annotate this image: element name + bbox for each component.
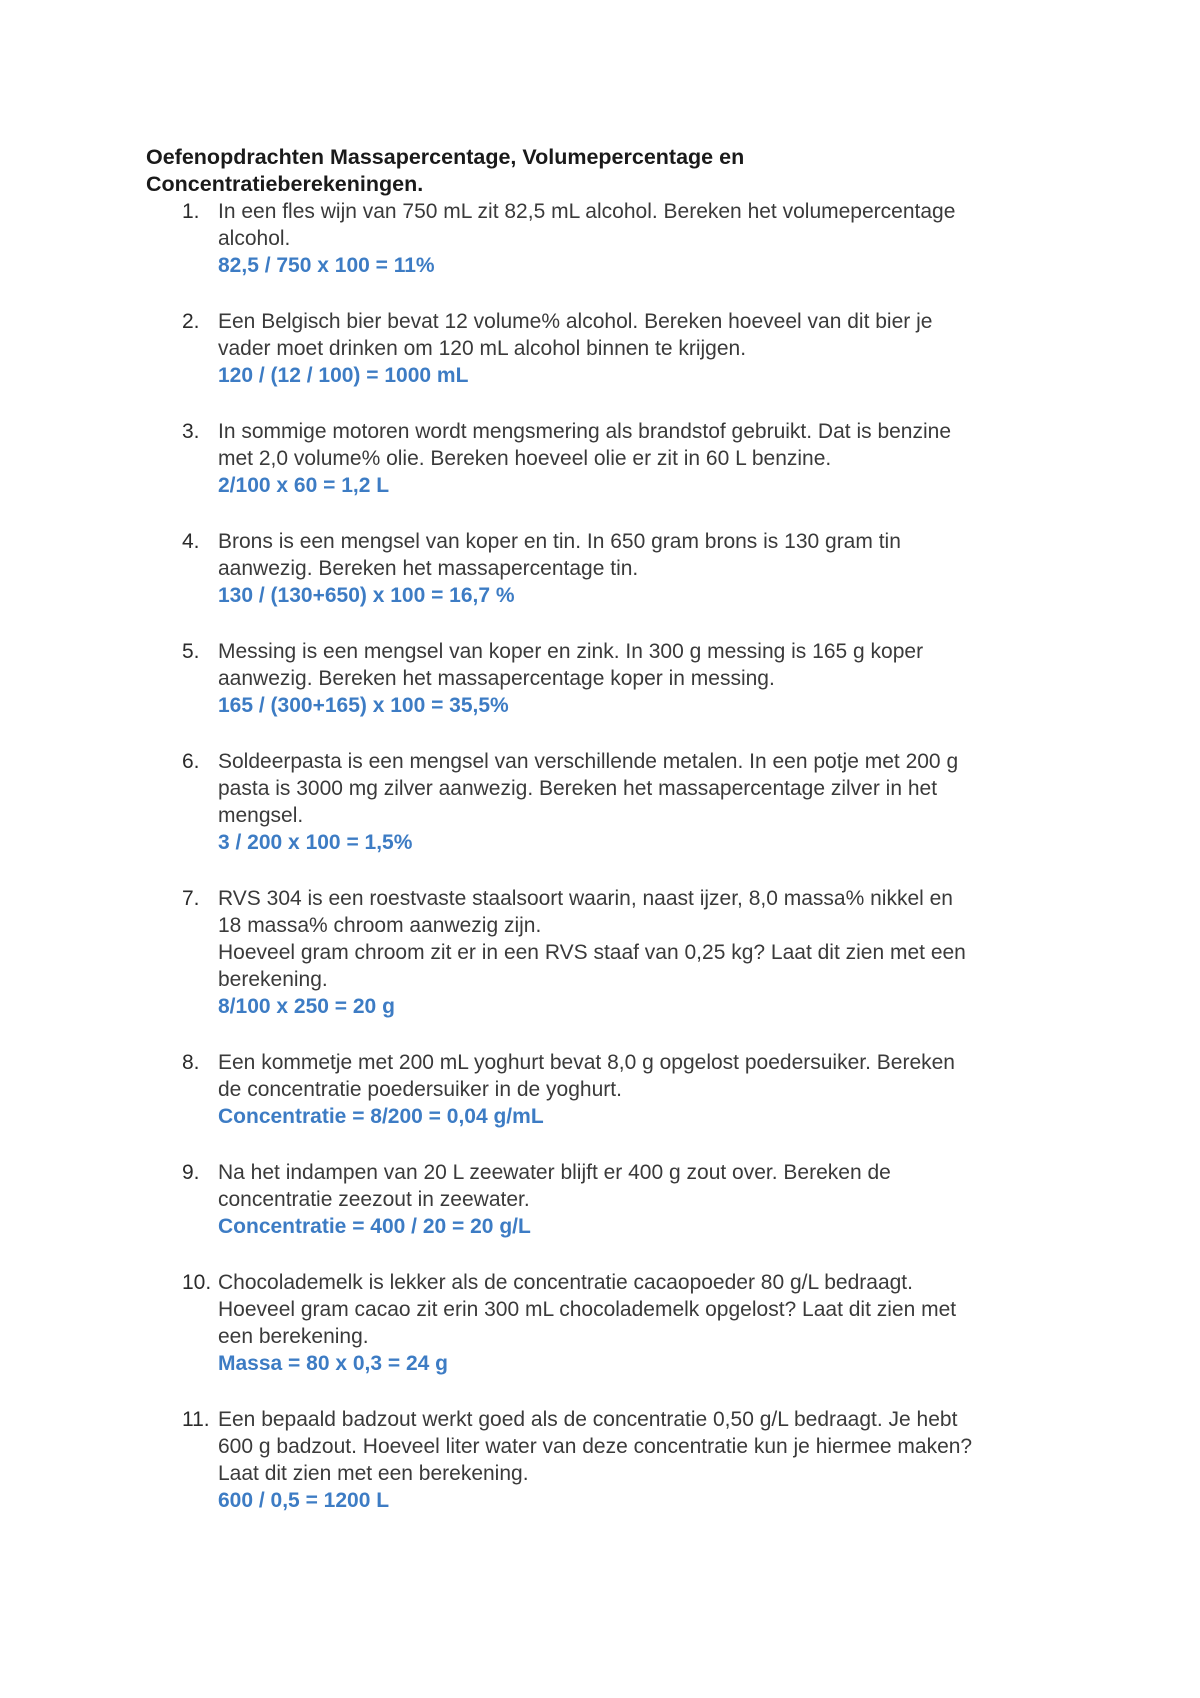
question-text-line: 600 g badzout. Hoeveel liter water van deze concentratie kun je hiermee maken? [218, 1435, 973, 1458]
question-item-2 [146, 308, 1066, 389]
question-item-10 [146, 1269, 1066, 1377]
question-text-line: Hoeveel gram chroom zit er in een RVS staaf van 0,25 kg? Laat dit zien met een [218, 941, 966, 964]
question-text-line: Soldeerpasta is een mengsel van verschillende metalen. In een potje met 200 g [218, 750, 959, 773]
question-list [146, 198, 1066, 1514]
question-text-line: Hoeveel gram cacao zit erin 300 mL chocolademelk opgelost? Laat dit zien met [218, 1298, 957, 1321]
document-title [146, 144, 1066, 198]
question-item-9 [146, 1159, 1066, 1240]
question-text-line: Een bepaald badzout werkt goed als de concentratie 0,50 g/L bedraagt. Je hebt [218, 1408, 958, 1431]
question-answer: 165 / (300+165) x 100 = 35,5% [218, 694, 509, 717]
question-text-line: 18 massa% chroom aanwezig zijn. [218, 914, 542, 937]
question-number: 8. [182, 1051, 200, 1074]
question-text-line: Na het indampen van 20 L zeewater blijft er 400 g zout over. Bereken de [218, 1161, 891, 1184]
question-number: 11. [182, 1408, 210, 1431]
document-title-line-1: Oefenopdrachten Massapercentage, Volumepercentage en [146, 145, 745, 169]
question-text-line: Een kommetje met 200 mL yoghurt bevat 8,0 g opgelost poedersuiker. Bereken [218, 1051, 955, 1074]
question-item-5 [146, 638, 1066, 719]
question-text-line: In een fles wijn van 750 mL zit 82,5 mL alcohol. Bereken het volumepercentage [218, 200, 956, 223]
question-answer: 2/100 x 60 = 1,2 L [218, 474, 390, 497]
question-answer: Massa = 80 x 0,3 = 24 g [218, 1352, 448, 1375]
question-text-line: Een Belgisch bier bevat 12 volume% alcohol. Bereken hoeveel van dit bier je [218, 310, 933, 333]
question-answer: 8/100 x 250 = 20 g [218, 995, 395, 1018]
document-title-line-2: Concentratieberekeningen. [146, 172, 424, 196]
question-answer: 82,5 / 750 x 100 = 11% [218, 254, 435, 277]
question-text-line: pasta is 3000 mg zilver aanwezig. Bereken het massapercentage zilver in het [218, 777, 938, 800]
question-item-8 [146, 1049, 1066, 1130]
question-number: 9. [182, 1161, 200, 1184]
question-text-line: alcohol. [218, 227, 291, 250]
question-number: 7. [182, 887, 200, 910]
question-item-7 [146, 885, 1066, 1020]
question-text-line: met 2,0 volume% olie. Bereken hoeveel olie er zit in 60 L benzine. [218, 447, 832, 470]
question-text-line: een berekening. [218, 1325, 369, 1348]
question-item-3 [146, 418, 1066, 499]
question-item-1 [146, 198, 1066, 279]
question-text-line: Laat dit zien met een berekening. [218, 1462, 529, 1485]
question-answer: 120 / (12 / 100) = 1000 mL [218, 364, 469, 387]
question-answer: 600 / 0,5 = 1200 L [218, 1489, 390, 1512]
question-text-line: RVS 304 is een roestvaste staalsoort waarin, naast ijzer, 8,0 massa% nikkel en [218, 887, 953, 910]
question-text-line: Messing is een mengsel van koper en zink. In 300 g messing is 165 g koper [218, 640, 924, 663]
question-number: 2. [182, 310, 200, 333]
question-answer: Concentratie = 400 / 20 = 20 g/L [218, 1215, 531, 1238]
question-item-6 [146, 748, 1066, 856]
question-text-line: berekening. [218, 968, 328, 991]
question-number: 5. [182, 640, 200, 663]
question-text-line: concentratie zeezout in zeewater. [218, 1188, 530, 1211]
question-number: 6. [182, 750, 200, 773]
question-number: 1. [182, 200, 200, 223]
question-item-4 [146, 528, 1066, 609]
question-text-line: aanwezig. Bereken het massapercentage koper in messing. [218, 667, 775, 690]
question-answer: 130 / (130+650) x 100 = 16,7 % [218, 584, 515, 607]
question-text-line: In sommige motoren wordt mengsmering als brandstof gebruikt. Dat is benzine [218, 420, 952, 443]
question-text-line: Brons is een mengsel van koper en tin. In 650 gram brons is 130 gram tin [218, 530, 901, 553]
question-text-line: de concentratie poedersuiker in de yoghurt. [218, 1078, 622, 1101]
question-number: 3. [182, 420, 200, 443]
question-text-line: aanwezig. Bereken het massapercentage tin. [218, 557, 639, 580]
question-number: 10. [182, 1271, 212, 1294]
question-answer: 3 / 200 x 100 = 1,5% [218, 831, 413, 854]
question-item-11 [146, 1406, 1066, 1514]
question-text-line: vader moet drinken om 120 mL alcohol binnen te krijgen. [218, 337, 747, 360]
document-content [146, 144, 1066, 1543]
question-number: 4. [182, 530, 200, 553]
question-text-line: mengsel. [218, 804, 304, 827]
question-answer: Concentratie = 8/200 = 0,04 g/mL [218, 1105, 544, 1128]
question-text-line: Chocolademelk is lekker als de concentratie cacaopoeder 80 g/L bedraagt. [218, 1271, 913, 1294]
